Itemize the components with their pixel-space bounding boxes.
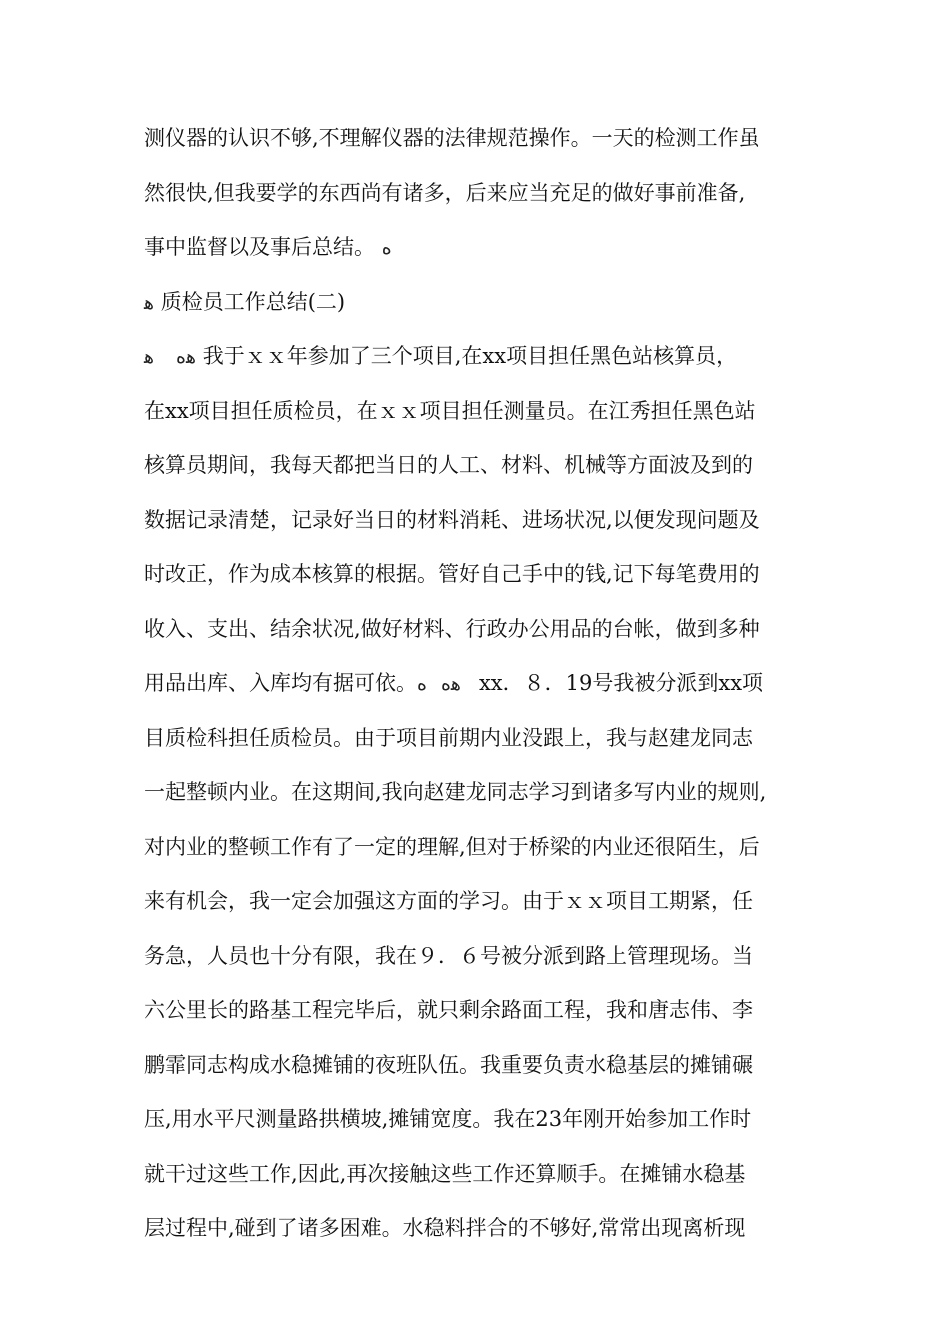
text-line (144, 825, 824, 880)
paragraph-mark: ﻫه (440, 673, 461, 695)
text-line (144, 770, 824, 825)
line-text: 用品出库、入库均有据可依。 (144, 671, 417, 695)
paragraph-mark: ﻫ (144, 291, 155, 314)
text-line (144, 498, 824, 553)
line-text: 核算员期间，我每天都把当日的人工、材料、机械等方面波及到的 (144, 453, 753, 477)
line-text: 压,用水平尺测量路拱横坡,摊铺宽度。我在23年刚开始参加工作时 (144, 1107, 752, 1131)
body-text (144, 116, 824, 1261)
line-text: 对内业的整顿工作有了一定的理解,但对于桥梁的内业还很陌生，后 (144, 834, 760, 859)
text-line (144, 1097, 824, 1152)
line-text: 收入、支出、结余状况,做好材料、行政办公用品的台帐，做到多种 (144, 616, 760, 641)
heading-line (144, 280, 824, 335)
text-line (144, 1043, 824, 1098)
line-text: 时改正，作为成本核算的根据。管好自己手中的钱,记下每笔费用的 (144, 562, 760, 586)
paragraph-mark: ه (381, 237, 392, 259)
line-text: 数据记录清楚，记录好当日的材料消耗、进场状况,以便发现问题及 (144, 507, 760, 532)
paragraph-mark: ﻫ (144, 346, 155, 368)
section-heading: 质检员工作总结(二) (160, 289, 346, 314)
line-text: 测仪器的认识不够,不理解仪器的法律规范操作。一天的检测工作虽 (144, 126, 760, 150)
text-line (144, 1152, 824, 1207)
text-line (144, 988, 824, 1043)
line-text: 然很快,但我要学的东西尚有诸多，后来应当充足的做好事前准备, (144, 180, 746, 205)
paragraph-mark: ه (417, 673, 427, 695)
text-line (144, 225, 824, 280)
text-line (144, 716, 824, 771)
line-text: 在xx项目担任质检员，在ｘｘ项目担任测量员。在江秀担任黑色站 (144, 398, 756, 423)
line-text: 就干过这些工作,因此,再次接触这些工作还算顺手。在摊铺水稳基 (144, 1161, 746, 1186)
line-text: 层过程中,碰到了诸多困难。水稳料拌合的不够好,常常出现离析现 (144, 1216, 746, 1240)
line-text: 我于ｘｘ年参加了三个项目,在xx项目担任黑色站核算员， (202, 344, 738, 368)
line-text: 来有机会，我一定会加强这方面的学习。由于ｘｘ项目工期紧，任 (144, 889, 753, 913)
line-text: 六公里长的路基工程完毕后，就只剩余路面工程，我和唐志伟、李 (144, 998, 753, 1022)
text-line (144, 171, 824, 226)
line-text: 鹏霏同志构成水稳摊铺的夜班队伍。我重要负责水稳基层的摊铺碾 (144, 1052, 753, 1077)
line-text: 务急，人员也十分有限，我在９．６号被分派到路上管理现场。当 (144, 943, 753, 968)
text-line (144, 934, 824, 989)
text-line (144, 552, 824, 607)
text-line (144, 607, 824, 662)
text-line (144, 116, 824, 171)
line-text: 一起整顿内业。在这期间,我向赵建龙同志学习到诸多写内业的规则, (144, 780, 767, 804)
line-text: xx．８．19号我被分派到xx项 (478, 671, 764, 695)
text-line (144, 443, 824, 498)
text-line (144, 1206, 824, 1261)
text-line (144, 879, 824, 934)
text-line (144, 334, 824, 389)
text-line (144, 661, 824, 716)
paragraph-mark: ﻫه (176, 346, 197, 368)
line-text: 目质检科担任质检员。由于项目前期内业没跟上，我与赵建龙同志 (144, 725, 753, 750)
text-line (144, 389, 824, 444)
line-text: 事中监督以及事后总结。 (144, 235, 375, 259)
